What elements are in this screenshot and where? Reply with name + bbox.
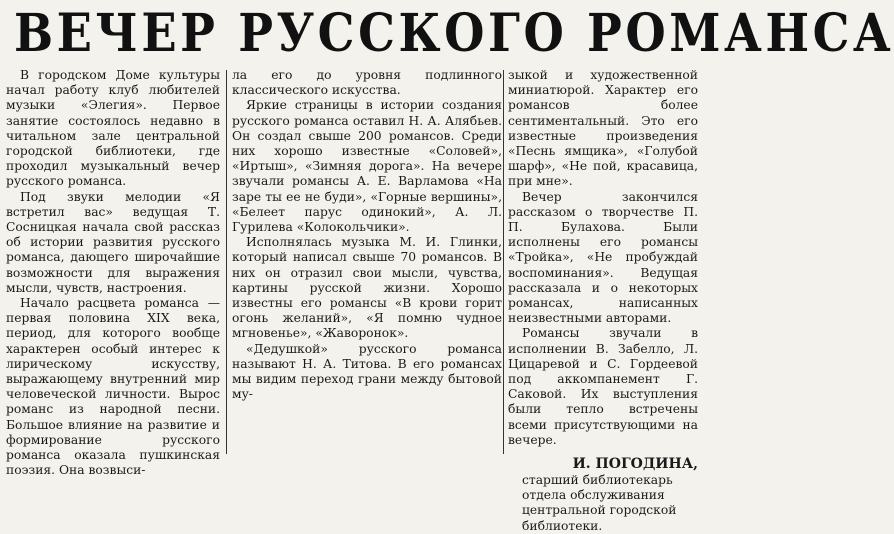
article-column-3 bbox=[508, 68, 698, 533]
paragraph: ла его до уровня подлинного классического искусства. bbox=[232, 68, 502, 98]
paragraph: Под звуки мелодии «Я встретил вас» ведущая Т. Сосницкая начала свой рассказ об истории развития русского романса, дающего широчайшие возможности для выражения мысли, чувств, настроения. bbox=[6, 189, 220, 295]
paragraph: «Дедушкой» русского романса называют Н. А. Титова. В его романсах мы видим переход грани между бытовой му- bbox=[232, 341, 502, 402]
paragraph: зыкой и художественной миниатюрой. Характер его романсов более сентиментальный. Это его известные произведения «Песнь ямщика», «Голубой шарф», «Не пой, красавица, при мне». bbox=[508, 68, 698, 189]
paragraph: В городском Доме культуры начал работу клуб любителей музыки «Элегия». Первое занятие состоялось недавно в читальном зале центральной городской библиотеки, где проходил музыкальный вечер русского романса. bbox=[6, 68, 220, 189]
paragraph: Яркие страницы в истории создания русского романса оставил Н. А. Алябьев. Он создал свыше 200 романсов. Среди них хорошо известные «Соловей», «Иртыш», «Зимняя дорога». На вечере звучали романсы А. Е. Варламова «На заре ты ее не буди», «Горные вершины», «Белеет парус одинокий», А. Л. Гурилева «Колокольчики». bbox=[232, 98, 502, 235]
column-divider bbox=[503, 70, 504, 454]
author-signature: И. ПОГОДИНА, bbox=[572, 456, 698, 473]
article-headline: ВЕЧЕР РУССКОГО РОМАНСА bbox=[14, 3, 894, 64]
article-column-1 bbox=[6, 68, 220, 478]
paragraph: Вечер закончился рассказом о творчестве П. П. Булахова. Были исполнены его романсы «Тройка», «Не пробуждай воспоминания». Ведущая рассказала и о некоторых романсах, написанных неизвестными авторами. bbox=[508, 189, 698, 326]
paragraph: Начало расцвета романса — первая половина XIX века, период, для которого вообще характерен особый интерес к лирическому искусству, выражающему внутренний мир человеческой личности. Вырос романс из народной песни. Большое влияние на развитие и формирование русского романса оказала пушкинская поэзия. Она возвыси- bbox=[6, 296, 220, 478]
author-title: центральной городской bbox=[522, 503, 677, 518]
article-column-2 bbox=[232, 68, 502, 454]
author-title: библиотеки. bbox=[522, 518, 603, 533]
paragraph: Исполнялась музыка М. И. Глинки, который написал свыше 70 романсов. В них он отразил свои мысли, чувства, картины русской жизни. Хорошо известны его романсы «В крови горит огонь желаний», «Я помню чудное мгновенье», «Жаворонок». bbox=[232, 235, 502, 341]
author-title: старший библиотекарь bbox=[522, 473, 673, 488]
column-divider bbox=[226, 70, 227, 454]
paragraph: Романсы звучали в исполнении В. Забелло, Л. Цицаревой и С. Гордеевой под аккомпанемент Г. Саковой. Их выступления были тепло встречены всеми присутствующими на вечере. bbox=[508, 326, 698, 447]
author-title: отдела обслуживания bbox=[522, 488, 665, 503]
